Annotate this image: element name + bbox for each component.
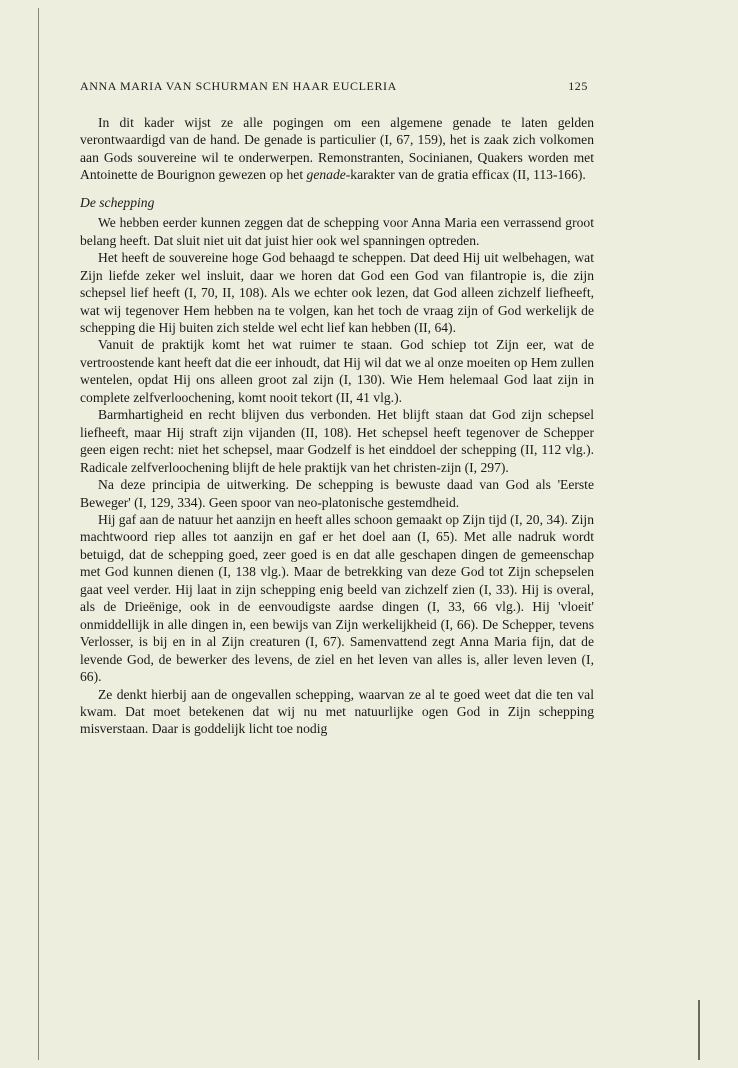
- running-header: [80, 76, 600, 96]
- page-edge-mark: [698, 1000, 700, 1060]
- body-text: [80, 114, 594, 738]
- paragraph-text: -karakter van de gratia efficax (II, 113-166).: [345, 167, 586, 183]
- paragraph: Het heeft de souvereine hoge God behaagd te scheppen. Dat deed Hij uit welbehagen, wat Zijn liefde zeker wel insluit, daar we horen dat God een God van filantropie is, die zijn schepsel lief heeft (I, 70, II, 108). Als we echter ook lezen, dat God alleen zichzelf liefheeft, wat wij tegenover Hem hebben na te volgen, kan het toch de vraag zijn of God werkelijk de schepping die Hij buiten zich stelde wel echt lief kan hebben (II, 64).: [80, 250, 594, 335]
- page-number: 125: [568, 79, 588, 93]
- running-title: ANNA MARIA VAN SCHURMAN EN HAAR EUCLERIA: [80, 79, 397, 93]
- paragraph: [80, 114, 594, 184]
- section-heading: De schepping: [80, 194, 155, 210]
- paragraph: We hebben eerder kunnen zeggen dat de schepping voor Anna Maria een verrassend groot belang heeft. Dat sluit niet uit dat juist hier ook wel spanningen optreden.: [80, 215, 594, 248]
- paragraph: Hij gaf aan de natuur het aanzijn en heeft alles schoon gemaakt op Zijn tijd (I, 20, 34). Zijn machtwoord riep alles tot aanzijn en gaf er het doel aan (I, 65). Met alle nadruk wordt betuigd, dat de schepping goed, zeer goed is en dat alle geschapen dingen de gemeenschap met God kunnen dienen (I, 138 vlg.). Maar de betrekking van deze God tot Zijn schepselen gaat veel verder. Hij laat in zijn schepping enig beeld van zichzelf zien (I, 33). Hij is overal, als de Drieënige, ook in de eenvoudigste aardse dingen (I, 33, 66 vlg.). Hij 'vloeit' onmiddellijk in alle dingen in, een bewijs van Zijn werkelijkheid (I, 66). De Schepper, tevens Verlosser, is bij en in al Zijn creaturen (I, 67). Samenvattend zegt Anna Maria fijn, dat de levende God, de bewerker des levens, de ziel en het leven van alles is, aller leven leven (I, 66).: [80, 511, 594, 685]
- paragraph-text: In dit kader wijst ze alle pogingen om een algemene genade te laten gelden verontwaardigd van de hand. De genade is particulier (I, 67, 159), het is zaak zich volkomen aan Gods souvereine wil te onderwerpen. Remonstranten, Socinianen, Quakers worden met Antoinette de Bourignon gewezen op het: [80, 115, 594, 183]
- paragraph: Barmhartigheid en recht blijven dus verbonden. Het blijft staan dat God zijn schepsel liefheeft, maar Hij straft zijn vijanden (II, 108). Het schepsel heeft tegenover de Schepper geen eigen recht: niet het schepsel, maar Godzelf is het einddoel der schepping (II, 112 vlg.). Radicale zelfverloochening blijft de hele praktijk van het christen-zijn (I, 297).: [80, 407, 594, 475]
- page-edge-line: [38, 8, 39, 1060]
- emphasis-text: genade: [306, 167, 346, 183]
- paragraph: Na deze principia de uitwerking. De schepping is bewuste daad van God als 'Eerste Beweger' (I, 129, 334). Geen spoor van neo-platonische gestemdheid.: [80, 477, 594, 510]
- paragraph: Ze denkt hierbij aan de ongevallen schepping, waarvan ze al te goed weet dat die ten val kwam. Dat moet betekenen dat wij nu met natuurlijke ogen God in Zijn schepping misverstaan. Daar is goddelijk licht toe nodig: [80, 686, 594, 737]
- paragraph: Vanuit de praktijk komt het wat ruimer te staan. God schiep tot Zijn eer, wat de vertroostende kant heeft dat die eer inhoudt, dat Hij wil dat we al onze moeiten op Hem zullen wentelen, opdat Hij ons alleen groot zal zijn (I, 130). Wie Hem helemaal God laat zijn in complete zelfverloochening, komt nooit tekort (II, 41 vlg.).: [80, 337, 594, 405]
